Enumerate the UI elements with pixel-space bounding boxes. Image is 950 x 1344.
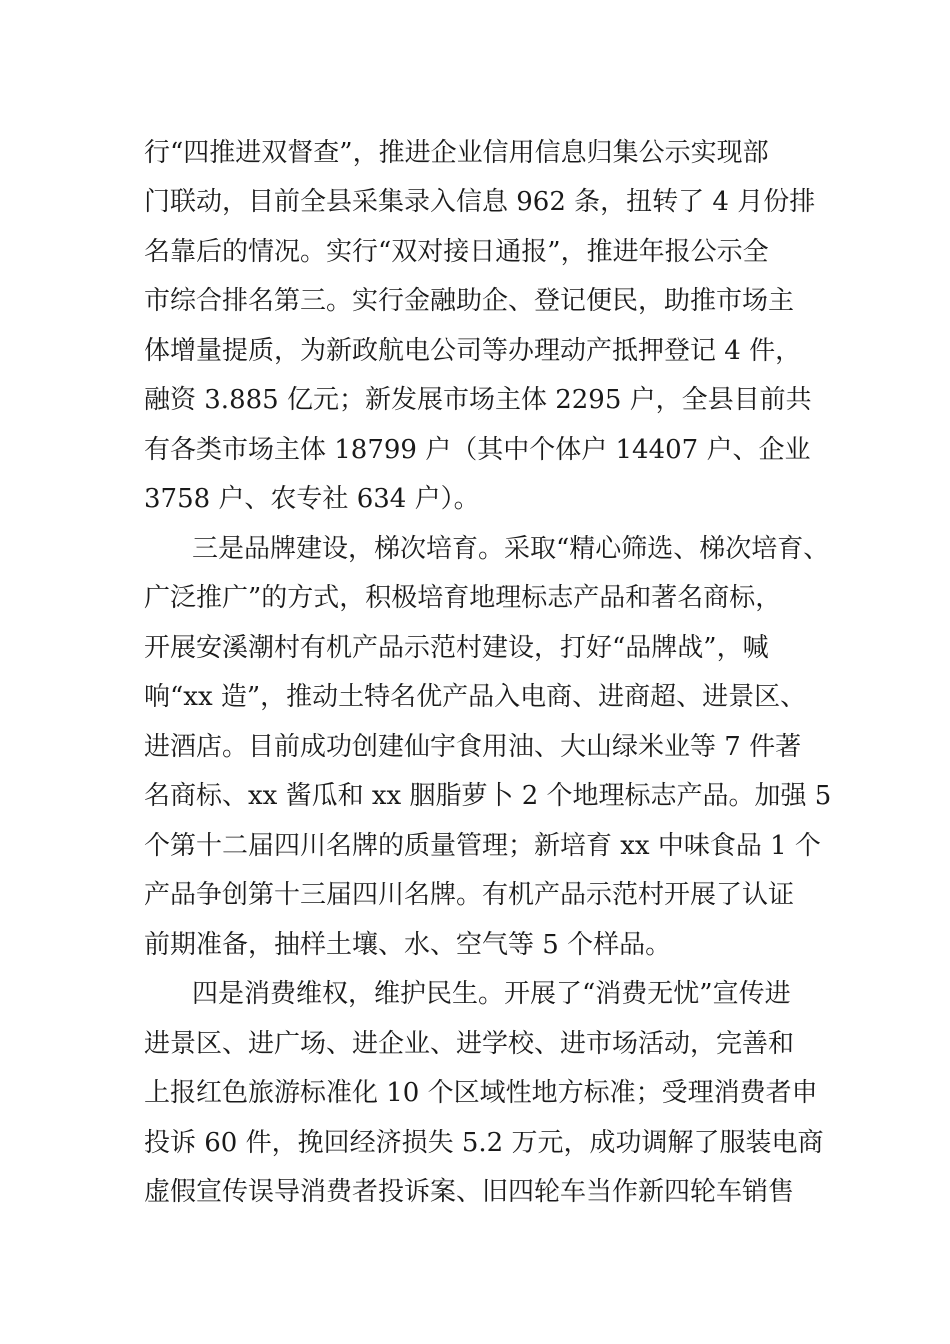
text-line: 门联动，目前全县采集录入信息 962 条，扭转了 4 月份排 [144,187,816,217]
paragraph-start-line: 四是消费维权，维护民生。开展了“消费无忧”宣传进 [192,979,791,1009]
text-line: 有各类市场主体 18799 户（其中个体户 14407 户、企业 [144,435,811,465]
text-line: 市综合排名第三。实行金融助企、登记便民，助推市场主 [144,286,795,316]
text-line: 体增量提质，为新政航电公司等办理动产抵押登记 4 件， [144,336,802,366]
text-line: 开展安溪潮村有机产品示范村建设，打好“品牌战”，喊 [144,633,769,663]
text-line: 个第十二届四川名牌的质量管理；新培育 xx 中味食品 1 个 [144,831,821,861]
text-line: 虚假宣传误导消费者投诉案、旧四轮车当作新四轮车销售 [144,1177,795,1207]
text-line: 上报红色旅游标准化 10 个区域性地方标准；受理消费者申 [144,1078,818,1108]
text-line: 行“四推进双督查”，推进企业信用信息归集公示实现部 [144,138,769,168]
text-line: 前期准备，抽样土壤、水、空气等 5 个样品。 [144,930,672,960]
text-line: 响“xx 造”，推动土特名优产品入电商、进商超、进景区、 [144,682,807,712]
text-line: 投诉 60 件，挽回经济损失 5.2 万元，成功调解了服装电商 [144,1128,824,1158]
text-line: 广泛推广”的方式，积极培育地理标志产品和著名商标， [144,583,782,613]
paragraph-start-line: 三是品牌建设，梯次培育。采取“精心筛选、梯次培育、 [192,534,830,564]
text-line: 融资 3.885 亿元；新发展市场主体 2295 户，全县目前共 [144,385,812,415]
text-line: 进酒店。目前成功创建仙宇食用油、大山绿米业等 7 件著 [144,732,802,762]
text-line: 名商标、xx 酱瓜和 xx 胭脂萝卜 2 个地理标志产品。加强 5 [144,781,832,811]
text-line: 产品争创第十三届四川名牌。有机产品示范村开展了认证 [144,880,795,910]
text-line: 进景区、进广场、进企业、进学校、进市场活动，完善和 [144,1029,795,1059]
text-line: 3758 户、农专社 634 户）。 [144,484,480,514]
text-line: 名靠后的情况。实行“双对接日通报”，推进年报公示全 [144,237,769,267]
